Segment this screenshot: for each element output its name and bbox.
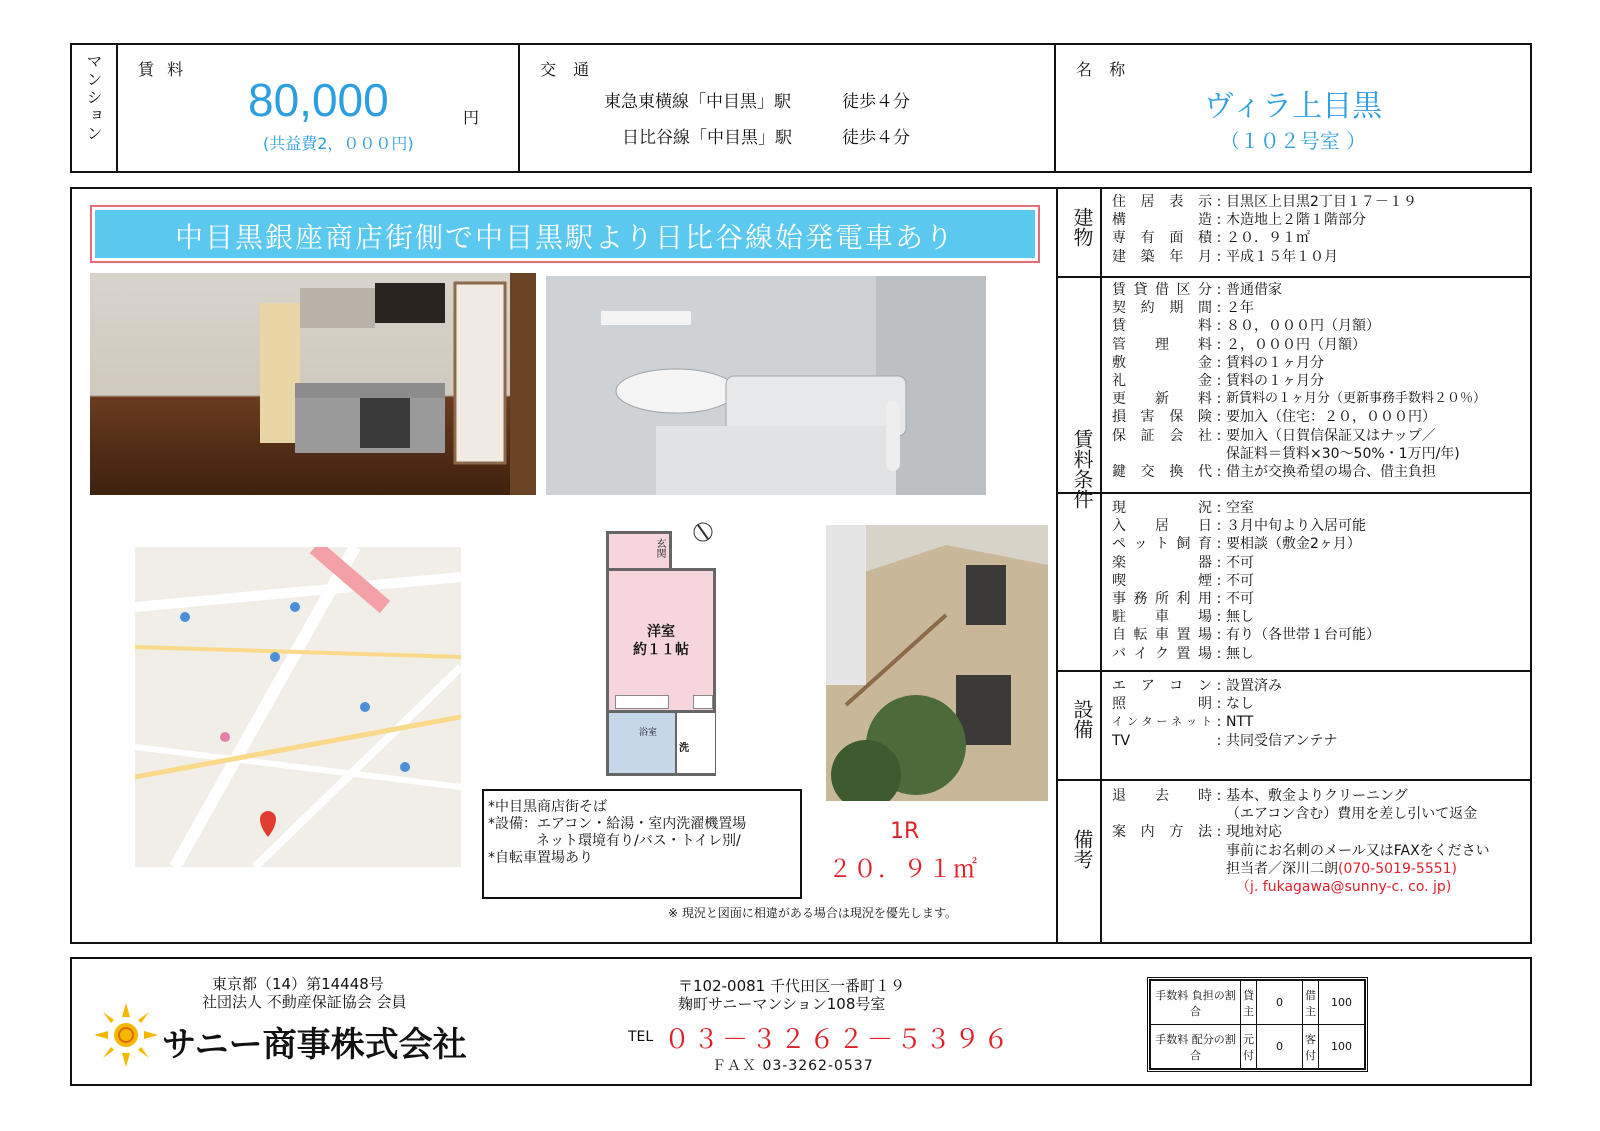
spec-row: 敷金 : 賃料の１ヶ月分	[1112, 354, 1324, 371]
disclaimer: ※ 現況と図面に相違がある場合は現況を優先します。	[668, 906, 957, 920]
wash-area	[675, 713, 715, 773]
spec-row: 鍵交換代 : 借主が交換希望の場合、借主負担	[1112, 464, 1436, 481]
fee-col-origin: 元付	[1241, 1025, 1257, 1069]
type-cell	[72, 45, 118, 171]
remarks-specs	[1112, 787, 1490, 896]
floorplan-bath	[606, 710, 716, 776]
feature-line-1: *中目黒商店街そば	[488, 799, 607, 815]
photo-kitchen	[90, 273, 536, 495]
name-cell	[1056, 45, 1530, 171]
spec-row: TV : 共同受信アンテナ	[1112, 732, 1338, 749]
sun-logo-icon	[94, 1003, 158, 1071]
spec-row: 駐車場 : 無し	[1112, 609, 1254, 626]
bath-label: 浴室	[639, 728, 658, 738]
contact-email[interactable]: （j. fukagawa@sunny-c. co. jp)	[1236, 879, 1452, 896]
address-line-2: 麹町サニーマンション108号室	[678, 995, 886, 1013]
spec-row: 専有面積 : ２０．９１㎡	[1112, 230, 1310, 247]
room-size: 約１１帖	[633, 642, 689, 658]
spec-row: 現況 : 空室	[1112, 500, 1254, 516]
fee-row2-label: 手数料 配分の割合	[1151, 1025, 1241, 1069]
license-number: 東京都（14）第14448号	[212, 975, 384, 993]
spec-row	[1112, 860, 1490, 878]
exterior-illustration	[826, 525, 1048, 801]
main-box	[70, 187, 1532, 944]
kitchen-unit	[615, 695, 669, 709]
spec-row: 住居表示 : 目黒区上目黒2丁目１７－１９	[1112, 194, 1417, 210]
header-box	[70, 43, 1532, 173]
room-number: （１０２号室 ）	[1219, 129, 1367, 153]
right-divider	[1056, 189, 1058, 942]
fee-table	[1147, 977, 1368, 1072]
transport-walk-2: 徒歩４分	[842, 128, 910, 148]
spec-row: インターネット : NTT	[1112, 714, 1254, 731]
room-name: 洋室	[647, 624, 675, 640]
floorplan-entrance	[606, 531, 672, 571]
rent-label: 賃 料	[138, 60, 188, 79]
spec-row: （エアコン含む）費用を差し引いて返金	[1226, 806, 1478, 823]
property-name: ヴィラ上目黒	[1203, 89, 1383, 124]
fee-row1-label: 手数料 負担の割合	[1151, 981, 1241, 1025]
spec-row: 退去時 : 基本、敷金よりクリーニング	[1112, 788, 1408, 804]
floorplan-room	[606, 568, 716, 713]
rule-3	[1058, 670, 1530, 672]
transport-cell	[520, 45, 1056, 171]
compass-icon	[692, 521, 714, 547]
spec-row: バイク置場 : 無し	[1112, 645, 1254, 662]
fee-col-lender: 貸主	[1241, 981, 1257, 1025]
transport-line-1: 東急東横線「中目黒」駅	[604, 92, 791, 112]
contact-name: 担当者／深川二朗	[1226, 860, 1338, 877]
feature-line-3: ネット環境有り/バス・トイレ別/	[536, 833, 741, 849]
spec-row: 構造 : 木造地上２階１階部分	[1112, 212, 1366, 229]
rule-4	[1058, 779, 1530, 781]
tel-label: TEL	[628, 1029, 654, 1045]
spec-row: 賃貸借区分 : 普通借家	[1112, 282, 1282, 298]
fee-val-1: 0	[1257, 981, 1303, 1025]
rent-unit: 円	[463, 108, 480, 127]
transport-walk-1: 徒歩４分	[842, 92, 910, 112]
spec-row: エアコン : 設置済み	[1112, 678, 1282, 694]
bathroom-illustration	[546, 276, 986, 495]
rule-1	[1058, 276, 1530, 278]
equipment-specs	[1112, 677, 1337, 750]
floorplan	[606, 531, 728, 776]
condition-specs-2	[1112, 499, 1380, 663]
spec-row: 事前にお名刺のメール又はFAXをください	[1226, 842, 1490, 859]
spec-row: 管理料 : ２，０００円（月額）	[1112, 336, 1366, 353]
spec-row: 保証会社 : 要加入（日賀信保証又はナップ／	[1112, 427, 1436, 444]
area-value: ２０．９１㎡	[828, 855, 978, 883]
photo-exterior	[826, 525, 1048, 801]
fee-val-4: 100	[1319, 1025, 1365, 1069]
headline-banner	[90, 205, 1040, 263]
spec-row: 自転車置場 : 有り（各世帯１台可能）	[1112, 627, 1380, 644]
spec-row: 保証料＝賃料×30～50%・1万円/年)	[1226, 445, 1460, 462]
association: 社団法人 不動産保証協会 会員	[202, 993, 407, 1011]
condition-specs	[1112, 281, 1486, 481]
features-box	[482, 789, 802, 899]
spec-row: 建築年月 : 平成１５年１０月	[1112, 248, 1338, 265]
fee-col-client: 客付	[1303, 1025, 1319, 1069]
spec-row: 入居日 : ３月中旬より入居可能	[1112, 518, 1366, 535]
washer-space	[693, 695, 713, 709]
spec-row: 事務所利用 : 不可	[1112, 591, 1254, 608]
banner-text: 中目黒銀座商店街側で中目黒駅より日比谷線始発電車あり	[174, 221, 955, 254]
section-title-equipment: 設備	[1070, 699, 1094, 739]
spec-row: 損害保険 : 要加入（住宅：２０，０００円）	[1112, 409, 1436, 426]
feature-line-2: *設備：エアコン・給湯・室内洗濯機置場	[488, 816, 747, 832]
rule-2	[1058, 492, 1530, 494]
spec-row: 契約期間 : ２年	[1112, 300, 1254, 317]
spec-row: 喫煙 : 不可	[1112, 572, 1254, 589]
rent-value: 80,000	[248, 74, 389, 126]
spec-row: 楽器 : 不可	[1112, 554, 1254, 571]
feature-line-4: *自転車置場あり	[488, 850, 593, 866]
spec-row: 照明 : なし	[1112, 696, 1254, 713]
area-map	[135, 547, 461, 867]
fee-col-tenant: 借主	[1303, 981, 1319, 1025]
wash-label: 洗	[679, 743, 689, 754]
fee-val-3: 0	[1257, 1025, 1303, 1069]
photo-bathroom	[546, 276, 986, 495]
right-label-divider	[1100, 189, 1102, 942]
tel-number[interactable]: ０３－３２６２－５３９６	[664, 1025, 1013, 1055]
spec-row: 案内方法 : 現地対応	[1112, 824, 1282, 841]
name-label: 名 称	[1076, 60, 1132, 79]
kitchen-illustration	[90, 273, 536, 495]
transport-label: 交 通	[540, 60, 596, 79]
section-title-conditions: 賃料条件	[1070, 429, 1094, 509]
address-line-1: 〒102-0081 千代田区一番町１９	[678, 977, 905, 995]
transport-line-2: 日比谷線「中目黒」駅	[622, 128, 792, 148]
building-specs	[1112, 193, 1417, 266]
section-title-building: 建物	[1070, 207, 1094, 247]
fax-number: ＦＡＸ 03-3262-0537	[712, 1058, 874, 1074]
contact-phone[interactable]: (070-5019-5551)	[1338, 860, 1458, 877]
spec-row: 更新料 : 新賃料の１ヶ月分（更新事務手数料２０％）	[1112, 391, 1487, 408]
spec-row: 賃料 : ８０，０００円（月額）	[1112, 318, 1380, 335]
map-illustration	[135, 547, 461, 867]
spec-row: ペット飼育 : 要相談（敷金2ヶ月）	[1112, 536, 1361, 553]
rent-cell	[118, 45, 520, 171]
spec-row: 礼金 : 賃料の１ヶ月分	[1112, 373, 1324, 390]
section-title-remarks: 備考	[1070, 829, 1094, 869]
common-fee: (共益費2，０００円)	[263, 134, 414, 153]
type-label: マンション	[84, 53, 103, 143]
company-name: サニー商事株式会社	[162, 1025, 467, 1065]
spec-row	[1112, 878, 1490, 896]
footer-box	[70, 957, 1532, 1086]
genkan-label: 玄関	[654, 538, 665, 558]
layout-type: 1R	[890, 819, 920, 844]
fee-val-2: 100	[1319, 981, 1365, 1025]
